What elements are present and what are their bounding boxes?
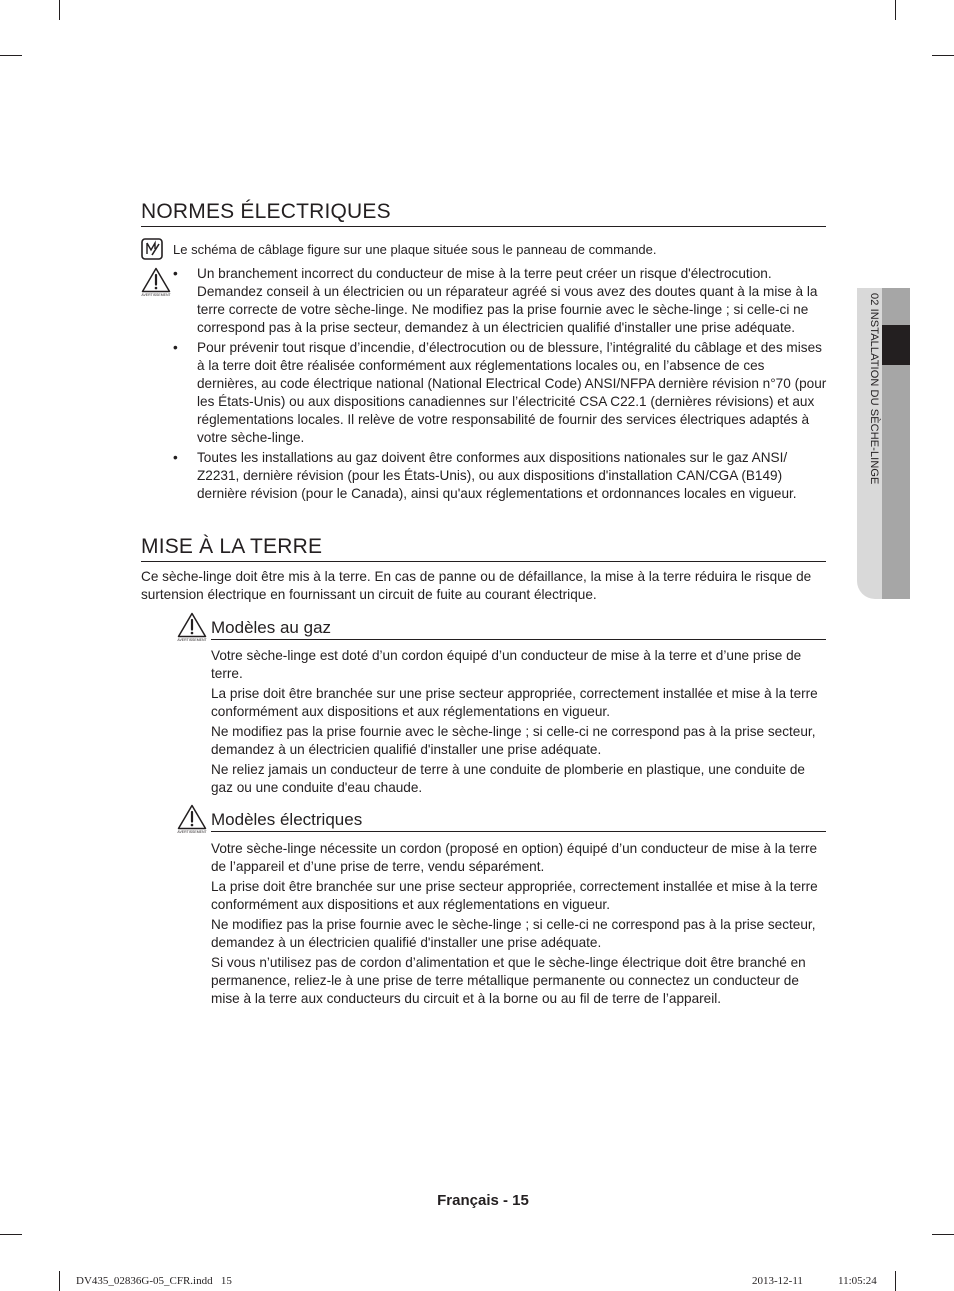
warning-icon: [177, 804, 207, 834]
paragraph: La prise doit être branchée sur une prise secteur appropriée, correctement installée et mise à la terre conformément aux dispositions et aux réglementations en vigueur.: [211, 879, 818, 912]
paragraph: Votre sèche-linge nécessite un cordon (proposé en option) équipé d’un conducteur de mise à la terre de l’appareil et d’une prise de terre, vendu séparément.: [211, 841, 818, 874]
slug-file: DV435_02836G-05_CFR.indd 15: [76, 1275, 232, 1287]
paragraph: Votre sèche-linge est doté d’un cordon équipé d’un conducteur de mise à la terre et d’une prise de terre.: [211, 648, 802, 681]
slug-date: 2013-12-11: [752, 1275, 803, 1287]
chapter-side-tab-marker: [882, 325, 910, 365]
crop-mark: [59, 1271, 60, 1291]
subsection-title-electriques: Modèles électriques: [211, 810, 826, 832]
crop-mark: [932, 55, 954, 56]
warning-icon: [177, 612, 207, 642]
bullet-text: Pour prévenir tout risque d’incendie, d’électrocution ou de blessure, l’intégralité du câblage et des mises à la terre doit être réalisée conformément aux réglementations locales ou, en l’absence de ces dernières, au code électrique national (National Electrical Code) ANSI/NFPA dernière révision n°70 (pour les États-Unis) ou aux dispositions canadiennes sur l’électricité CSA C22.1 (dernières révisions) et aux réglementations locales. Il relève de votre responsabilité de fournir des services électriques adaptés à votre sèche-linge.: [197, 340, 827, 445]
section-title-normes: NORMES ÉLECTRIQUES: [141, 200, 826, 227]
bullet-dot: •: [173, 266, 178, 281]
crop-mark: [59, 0, 60, 20]
crop-mark: [895, 1271, 896, 1291]
section-intro: Ce sèche-linge doit être mis à la terre. En cas de panne ou de défaillance, la mise à la terre réduira le risque de surtension électrique en fournissant un circuit de fuite au courant électrique.: [141, 569, 812, 602]
list-item: [173, 265, 828, 337]
page-number: [0, 1192, 954, 1209]
bullet-list: [173, 265, 828, 505]
note-icon: [141, 238, 163, 260]
warning-icon: [141, 267, 171, 297]
electric-paragraphs: [211, 840, 823, 1008]
list-item: [173, 449, 828, 503]
paragraph: Ne modifiez pas la prise fournie avec le sèche-linge ; si celle-ci ne correspond pas à la prise secteur, demandez à un électricien qualifié d'installer une prise adéquate.: [211, 917, 816, 950]
paragraph: Ne reliez jamais un conducteur de terre à une conduite de plomberie en plastique, une conduite de gaz ou une conduite d'eau chaude.: [211, 762, 805, 795]
page-number-label: Français - 15: [437, 1192, 529, 1209]
gas-paragraphs: [211, 647, 823, 797]
warning-caption: AVERTISSEMENT: [177, 638, 207, 642]
slug-time: 11:05:24: [838, 1275, 877, 1287]
crop-mark: [932, 1234, 954, 1235]
bullet-text: Toutes les installations au gaz doivent être conformes aux dispositions nationales sur le gaz ANSI/ Z2231, dernière révision (pour les États-Unis), ou aux dispositions d'installation CAN/CGA (B149) dernière révision (pour le Canada), ainsi qu'aux réglementations et ordonnances locales en vigueur.: [197, 450, 797, 501]
paragraph: Si vous n’utilisez pas de cordon d’alimentation et que le sèche-linge électrique doit être branché en permanence, reliez-le à une prise de terre métallique permanente ou connectez un conducteur de mise à la terre aux conducteurs du circuit et à la borne ou au fil de terre de l’appareil.: [211, 955, 806, 1006]
bullet-text: Un branchement incorrect du conducteur de mise à la terre peut créer un risque d'électrocution. Demandez conseil à un électricien ou un réparateur agréé si vous avez des doutes quant à la mise à la terre correcte de votre sèche-linge. Ne modifiez pas la prise fournie avec le sèche-linge ; si celle-ci ne correspond pas à la prise secteur, demandez à un électricien qualifié d'installer une prise adéquate.: [197, 266, 818, 335]
chapter-side-tab-label: 02 INSTALLATION DU SÈCHE-LINGE: [868, 293, 880, 485]
section-title-mise-a-la-terre: MISE À LA TERRE: [141, 535, 826, 562]
crop-mark: [895, 0, 896, 20]
subsection-title-gaz: Modèles au gaz: [211, 618, 826, 640]
paragraph: Ne modifiez pas la prise fournie avec le sèche-linge ; si celle-ci ne correspond pas à la prise secteur, demandez à un électricien qualifié d'installer une prise adéquate.: [211, 724, 816, 757]
crop-mark: [0, 1234, 22, 1235]
list-item: [173, 339, 828, 447]
paragraph: La prise doit être branchée sur une prise secteur appropriée, correctement installée et mise à la terre conformément aux dispositions et aux réglementations en vigueur.: [211, 686, 818, 719]
warning-caption: AVERTISSEMENT: [141, 293, 171, 297]
note-text: Le schéma de câblage figure sur une plaque située sous le panneau de commande.: [173, 242, 657, 257]
crop-mark: [0, 55, 22, 56]
bullet-dot: •: [173, 340, 178, 355]
warning-caption: AVERTISSEMENT: [177, 830, 207, 834]
bullet-dot: •: [173, 450, 178, 465]
